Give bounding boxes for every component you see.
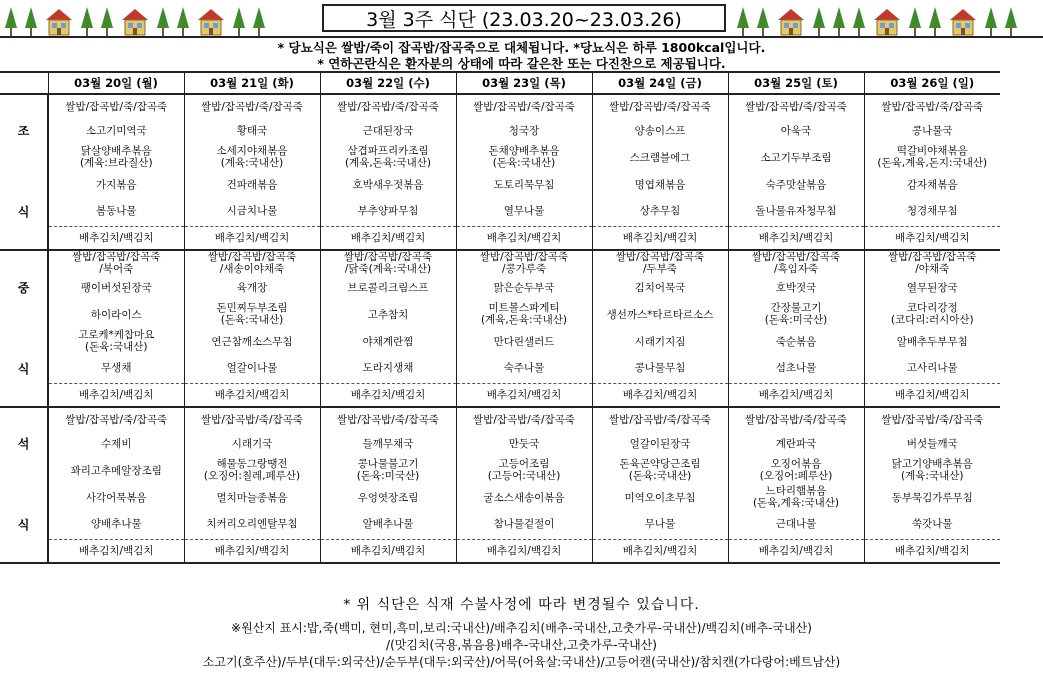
- menu-cell-line: 고등어조림: [498, 458, 550, 470]
- menu-cell-line: 미트볼스파게티: [488, 302, 560, 314]
- menu-cell: [48, 329, 184, 353]
- menu-cell: 만둣국: [456, 431, 592, 455]
- day-header: 03월 20일 (월): [48, 72, 184, 94]
- menu-cell-line: /새송이야채죽: [219, 263, 285, 275]
- menu-cell-line: 쌀밥/잡곡밥/잡곡죽: [343, 251, 433, 263]
- menu-cell: 쌀밥/잡곡밥/죽/잡곡죽: [456, 407, 592, 431]
- day-header: 03월 24일 (금): [592, 72, 728, 94]
- menu-cell-line: 쌀밥/잡곡밥/잡곡죽: [751, 251, 841, 263]
- menu-row: [0, 172, 1000, 196]
- menu-cell: 시래기국: [184, 431, 320, 455]
- menu-cell: 소고기두부조림: [728, 142, 864, 172]
- menu-cell-line: 돈채양배추볶음: [488, 145, 560, 157]
- menu-cell: 참나물겉절이: [456, 509, 592, 539]
- menu-cell: 배추김치/백김치: [864, 226, 1000, 250]
- menu-cell-line: 닭살양배추볶음: [80, 145, 152, 157]
- menu-cell: 육개장: [184, 275, 320, 299]
- menu-cell: [728, 485, 864, 509]
- menu-row: [0, 539, 1000, 563]
- menu-row: [0, 485, 1000, 509]
- menu-cell: 무생채: [48, 353, 184, 383]
- menu-cell: [456, 250, 592, 275]
- menu-cell: 근대된장국: [320, 118, 456, 142]
- menu-cell-line: (돈육:국내산): [628, 470, 692, 482]
- menu-row: [0, 196, 1000, 226]
- menu-cell-line: 쌀밥/잡곡밥/잡곡죽: [72, 251, 161, 263]
- menu-cell: 도토리묵무침: [456, 172, 592, 196]
- menu-cell: 숙주나물: [456, 353, 592, 383]
- menu-cell: [48, 250, 184, 275]
- menu-cell-line: 쌀밥/잡곡밥/잡곡죽: [479, 251, 569, 263]
- menu-cell: 고추참치: [320, 299, 456, 329]
- menu-cell: 얼갈이된장국: [592, 431, 728, 455]
- menu-cell: 쌀밥/잡곡밥/죽/잡곡죽: [592, 94, 728, 118]
- menu-cell-line: (돈육:미국산): [764, 314, 828, 326]
- menu-cell: [592, 455, 728, 485]
- menu-cell-line: /야채죽: [915, 263, 950, 275]
- menu-cell: 부추양파무침: [320, 196, 456, 226]
- meal-label: [0, 299, 48, 329]
- menu-cell: 스크램블에그: [592, 142, 728, 172]
- house-icon: [120, 6, 150, 36]
- menu-cell: [456, 455, 592, 485]
- menu-cell: 상추무침: [592, 196, 728, 226]
- menu-cell-line: 쌀밥/잡곡밥/잡곡죽: [207, 251, 297, 263]
- menu-cell-line: (돈육:국내산): [85, 341, 148, 353]
- menu-cell: 배추김치/백김치: [456, 539, 592, 563]
- menu-cell: 생선까스*타르타르소스: [592, 299, 728, 329]
- menu-cell: 브로콜리크림스프: [320, 275, 456, 299]
- menu-cell-line: (코다리:러시아산): [890, 314, 974, 326]
- menu-cell-line: 돈육곤약당근조림: [619, 458, 701, 470]
- menu-cell: 배추김치/백김치: [728, 539, 864, 563]
- menu-row: [0, 142, 1000, 172]
- menu-cell: [456, 299, 592, 329]
- menu-cell: 쌀밥/잡곡밥/죽/잡곡죽: [48, 94, 184, 118]
- menu-cell: 양송이스프: [592, 118, 728, 142]
- meal-label: 식: [0, 353, 48, 383]
- menu-cell-line: 소세지야채볶음: [216, 145, 288, 157]
- menu-row: [0, 329, 1000, 353]
- menu-cell: 우엉엿장조림: [320, 485, 456, 509]
- menu-row: [0, 431, 1000, 455]
- menu-cell-line: (돈육:국내산): [492, 157, 556, 169]
- tree-icon: [1004, 6, 1018, 36]
- menu-cell: 배추김치/백김치: [48, 226, 184, 250]
- day-header: 03월 23일 (목): [456, 72, 592, 94]
- menu-cell: [456, 142, 592, 172]
- menu-cell: 배추김치/백김치: [864, 539, 1000, 563]
- decoration-right: [736, 2, 1018, 36]
- day-header: 03월 21일 (화): [184, 72, 320, 94]
- origin-line-3: 소고기(호주산)/두부(대두:외국산)/순두부(대두:외국산)/어묵(어육살:국내산)/고등어캔(국내산)/참치캔(가다랑어:베트남산): [202, 655, 841, 669]
- tree-icon: [832, 6, 846, 36]
- meal-label: [0, 226, 48, 250]
- menu-cell: 배추김치/백김치: [592, 539, 728, 563]
- menu-cell: 팽이버섯된장국: [48, 275, 184, 299]
- tree-icon: [80, 6, 94, 36]
- menu-cell: 배추김치/백김치: [592, 383, 728, 407]
- menu-cell-line: /북어죽: [99, 263, 134, 275]
- menu-cell-line: (고등어:국내산): [487, 470, 561, 482]
- menu-cell-line: (계육,돈육:국내산): [344, 157, 432, 169]
- menu-cell: 동부묵김가루무침: [864, 485, 1000, 509]
- meal-label: [0, 383, 48, 407]
- menu-cell: 배추김치/백김치: [456, 383, 592, 407]
- menu-cell: 배추김치/백김치: [592, 226, 728, 250]
- menu-cell: 쌀밥/잡곡밥/죽/잡곡죽: [184, 94, 320, 118]
- meal-label: 중: [0, 275, 48, 299]
- menu-cell: [184, 250, 320, 275]
- menu-cell: 감자채볶음: [864, 172, 1000, 196]
- menu-cell-line: (계육:국내산): [220, 157, 284, 169]
- tree-icon: [4, 6, 18, 36]
- menu-cell: 돌나물유자청무침: [728, 196, 864, 226]
- day-header: 03월 22일 (수): [320, 72, 456, 94]
- menu-cell: 호박젓국: [728, 275, 864, 299]
- menu-cell: 쌀밥/잡곡밥/죽/잡곡죽: [864, 407, 1000, 431]
- tree-icon: [928, 6, 942, 36]
- meal-label: 조: [0, 118, 48, 142]
- menu-cell: 김치어묵국: [592, 275, 728, 299]
- menu-cell: 쌀밥/잡곡밥/죽/잡곡죽: [864, 94, 1000, 118]
- menu-cell: 쌀밥/잡곡밥/죽/잡곡죽: [320, 94, 456, 118]
- menu-row: [0, 275, 1000, 299]
- menu-cell: 무나물: [592, 509, 728, 539]
- menu-row: [0, 226, 1000, 250]
- menu-cell: 섬초나물: [728, 353, 864, 383]
- menu-cell: 들깨무채국: [320, 431, 456, 455]
- menu-cell: 미역오이초무침: [592, 485, 728, 509]
- tree-icon: [756, 6, 770, 36]
- menu-cell: [864, 455, 1000, 485]
- menu-cell: [864, 250, 1000, 275]
- menu-cell: [320, 455, 456, 485]
- menu-cell: [320, 142, 456, 172]
- menu-cell: 쑥갓나물: [864, 509, 1000, 539]
- menu-cell-line: 코다리강정: [906, 302, 958, 314]
- menu-row: [0, 250, 1000, 275]
- menu-cell: 시금치나물: [184, 196, 320, 226]
- menu-cell-line: 쌀밥/잡곡밥/잡곡죽: [615, 251, 705, 263]
- origin-line-1: ※원산지 표시:밥,죽(백미, 현미,흑미,보리:국내산)/배추김치(배추-국내산,고춧가루-국내산)/백김치(배추-국내산): [231, 621, 812, 635]
- menu-cell-line: (돈육:미국산): [356, 470, 420, 482]
- menu-cell: 알배추두부무침: [864, 329, 1000, 353]
- menu-cell: 쌀밥/잡곡밥/죽/잡곡죽: [48, 407, 184, 431]
- menu-cell-line: 돈민찌두부조림: [216, 302, 288, 314]
- menu-cell: [728, 299, 864, 329]
- menu-cell: 양배추나물: [48, 509, 184, 539]
- menu-cell: 굴소스새송이볶음: [456, 485, 592, 509]
- menu-cell: 청경채무침: [864, 196, 1000, 226]
- menu-cell: 연근참깨소스무침: [184, 329, 320, 353]
- menu-cell: 열무된장국: [864, 275, 1000, 299]
- meal-label: [0, 485, 48, 509]
- meal-label: [0, 250, 48, 275]
- menu-cell: 열무나물: [456, 196, 592, 226]
- menu-cell-line: (계육,돈육:국내산): [480, 314, 568, 326]
- menu-cell: 쌀밥/잡곡밥/죽/잡곡죽: [184, 407, 320, 431]
- menu-cell-line: (오징어:칠레,페루산): [203, 470, 301, 482]
- menu-cell: 계란파국: [728, 431, 864, 455]
- house-icon: [776, 6, 806, 36]
- menu-cell: 배추김치/백김치: [320, 383, 456, 407]
- tree-icon: [736, 6, 750, 36]
- menu-cell: 꽈리고추메알장조림: [48, 455, 184, 485]
- tree-icon: [176, 6, 190, 36]
- day-header: 03월 26일 (일): [864, 72, 1000, 94]
- menu-cell-line: 콩나물불고기: [357, 458, 419, 470]
- menu-cell: [184, 455, 320, 485]
- tree-icon: [252, 6, 266, 36]
- menu-row: [0, 118, 1000, 142]
- menu-cell: [728, 250, 864, 275]
- menu-cell: [48, 142, 184, 172]
- menu-cell: 콩나물무침: [592, 353, 728, 383]
- menu-cell: 호박새우젓볶음: [320, 172, 456, 196]
- menu-cell-line: 간장불고기: [770, 302, 822, 314]
- menu-cell: 배추김치/백김치: [320, 539, 456, 563]
- menu-row: [0, 509, 1000, 539]
- menu-cell: 배추김치/백김치: [48, 539, 184, 563]
- menu-cell: [728, 455, 864, 485]
- tree-icon: [156, 6, 170, 36]
- tree-icon: [100, 6, 114, 36]
- menu-cell-line: 닭고기양배추볶음: [891, 458, 973, 470]
- menu-cell: 가지볶음: [48, 172, 184, 196]
- menu-cell: 배추김치/백김치: [320, 226, 456, 250]
- menu-cell: 수제비: [48, 431, 184, 455]
- menu-row: [0, 455, 1000, 485]
- origin-line-2: /(맛김치(국용,볶음용)배추-국내산,고춧가루-국내산): [386, 638, 657, 652]
- menu-cell: 명엽채볶음: [592, 172, 728, 196]
- menu-cell-line: (계육:브라질산): [79, 157, 153, 169]
- menu-cell: [320, 250, 456, 275]
- corner-cell: [0, 72, 48, 94]
- meal-label: [0, 172, 48, 196]
- menu-cell: [592, 250, 728, 275]
- menu-cell-line: (돈육:국내산): [220, 314, 284, 326]
- menu-cell-line: /닭죽(계육:국내산): [344, 263, 432, 275]
- menu-cell: 배추김치/백김치: [728, 226, 864, 250]
- menu-cell: 사각어묵볶음: [48, 485, 184, 509]
- decoration-left: [4, 2, 266, 36]
- menu-cell: [864, 299, 1000, 329]
- house-icon: [872, 6, 902, 36]
- meal-label: [0, 329, 48, 353]
- menu-cell: [184, 299, 320, 329]
- menu-cell-line: (돈육,계육:국내산): [752, 497, 840, 509]
- meal-label: [0, 407, 48, 431]
- meal-label: 석: [0, 431, 48, 455]
- menu-cell: 배추김치/백김치: [184, 383, 320, 407]
- menu-cell: 배추김치/백김치: [456, 226, 592, 250]
- menu-cell-line: /두부죽: [643, 263, 677, 275]
- meal-label: [0, 455, 48, 485]
- menu-cell-line: (오징어:페루산): [759, 470, 833, 482]
- house-icon: [196, 6, 226, 36]
- day-header: 03월 25일 (토): [728, 72, 864, 94]
- meal-label: 식: [0, 509, 48, 539]
- tree-icon: [984, 6, 998, 36]
- meal-label: [0, 94, 48, 118]
- menu-cell: 쌀밥/잡곡밥/죽/잡곡죽: [728, 407, 864, 431]
- header-bar: [0, 0, 1043, 36]
- menu-cell-line: (돈육,계육,돈지:국내산): [877, 157, 988, 169]
- menu-cell: 얼갈이나물: [184, 353, 320, 383]
- footer-notice: * 위 식단은 식재 수불사정에 따라 변경될수 있습니다.: [343, 597, 700, 613]
- menu-cell: 봄동나물: [48, 196, 184, 226]
- menu-cell: 맑은순두부국: [456, 275, 592, 299]
- menu-row: [0, 94, 1000, 118]
- menu-cell: 시래기지짐: [592, 329, 728, 353]
- menu-row: [0, 407, 1000, 431]
- tree-icon: [812, 6, 826, 36]
- menu-cell: 만다린샐러드: [456, 329, 592, 353]
- meal-label: 식: [0, 196, 48, 226]
- menu-cell: 야채계란찜: [320, 329, 456, 353]
- menu-cell: 쌀밥/잡곡밥/죽/잡곡죽: [592, 407, 728, 431]
- menu-cell-line: 느타리햄볶음: [765, 485, 827, 497]
- menu-cell: 멸치마늘종볶음: [184, 485, 320, 509]
- menu-cell-line: /흑임자죽: [773, 263, 819, 275]
- tree-icon: [852, 6, 866, 36]
- menu-table: [0, 71, 1000, 564]
- house-icon: [44, 6, 74, 36]
- menu-cell-line: /콩가루죽: [501, 263, 547, 275]
- menu-cell: 숙주맛살볶음: [728, 172, 864, 196]
- meal-label: [0, 142, 48, 172]
- menu-cell: 청국장: [456, 118, 592, 142]
- menu-cell: [184, 142, 320, 172]
- menu-cell: 배추김치/백김치: [184, 226, 320, 250]
- menu-cell: 알배추나물: [320, 509, 456, 539]
- menu-cell: 쌀밥/잡곡밥/죽/잡곡죽: [456, 94, 592, 118]
- menu-cell: 하이라이스: [48, 299, 184, 329]
- notice-dysphagia: * 연하곤란식은 환자분의 상태에 따라 갈은찬 또는 다진찬으로 제공됩니다.: [317, 56, 726, 71]
- menu-cell: 쌀밥/잡곡밥/죽/잡곡죽: [728, 94, 864, 118]
- menu-cell-line: (계육:국내산): [901, 470, 964, 482]
- page-title: 3월 3주 식단 (23.03.20~23.03.26): [322, 4, 726, 32]
- tree-icon: [232, 6, 246, 36]
- meal-label: [0, 539, 48, 563]
- menu-cell-line: 떡갈비야채볶음: [896, 145, 968, 157]
- menu-cell: 치커리오리엔탈무침: [184, 509, 320, 539]
- menu-cell-line: 해물동그랑땡전: [216, 458, 288, 470]
- menu-cell: 콩나물국: [864, 118, 1000, 142]
- menu-row: [0, 383, 1000, 407]
- menu-cell: 아욱국: [728, 118, 864, 142]
- menu-row: [0, 299, 1000, 329]
- menu-cell: 배추김치/백김치: [184, 539, 320, 563]
- menu-cell: 도라지생채: [320, 353, 456, 383]
- notice-diabetes: * 당뇨식은 쌀밥/죽이 잡곡밥/잡곡죽으로 대체됩니다. *당뇨식은 하루 1800kcal입니다.: [277, 40, 766, 55]
- menu-row: [0, 353, 1000, 383]
- menu-cell: 죽순볶음: [728, 329, 864, 353]
- house-icon: [948, 6, 978, 36]
- menu-cell: 쌀밥/잡곡밥/죽/잡곡죽: [320, 407, 456, 431]
- menu-cell: 배추김치/백김치: [48, 383, 184, 407]
- menu-cell: 배추김치/백김치: [728, 383, 864, 407]
- menu-cell: 고사리나물: [864, 353, 1000, 383]
- menu-cell-line: 쌀밥/잡곡밥/잡곡죽: [888, 251, 977, 263]
- menu-cell-line: 고로케*케찹마요: [78, 329, 155, 341]
- menu-cell: 소고기미역국: [48, 118, 184, 142]
- menu-cell: 버섯들깨국: [864, 431, 1000, 455]
- tree-icon: [908, 6, 922, 36]
- menu-cell-line: 삼겹파프리카조림: [347, 145, 429, 157]
- tree-icon: [24, 6, 38, 36]
- menu-cell: 황태국: [184, 118, 320, 142]
- menu-cell-line: 오징어볶음: [770, 458, 822, 470]
- menu-cell: [864, 142, 1000, 172]
- menu-cell: 배추김치/백김치: [864, 383, 1000, 407]
- menu-cell: 근대나물: [728, 509, 864, 539]
- menu-cell: 건파래볶음: [184, 172, 320, 196]
